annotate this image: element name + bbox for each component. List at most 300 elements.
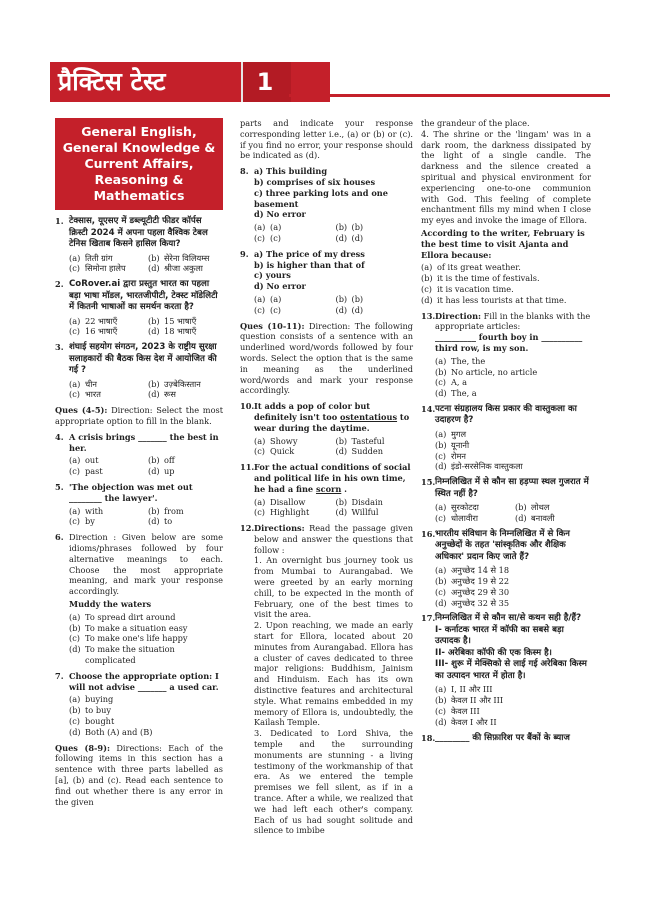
option-b[interactable] xyxy=(336,294,414,305)
question-number: 12. xyxy=(240,523,255,534)
option-c[interactable] xyxy=(435,451,591,462)
options xyxy=(69,506,223,528)
option-text: it has less tourists at that time. xyxy=(437,294,567,305)
question-number: 13. xyxy=(421,310,436,321)
option-b[interactable] xyxy=(435,695,591,706)
option-c[interactable] xyxy=(435,513,511,524)
option-a[interactable] xyxy=(435,429,591,440)
option-a[interactable] xyxy=(254,497,332,508)
option-text: To make a situation easy xyxy=(85,622,188,633)
option-label: (b) xyxy=(435,576,447,586)
option-label: (b) xyxy=(335,293,348,304)
option-label: (c) xyxy=(435,512,446,523)
option-label: (c) xyxy=(435,586,446,597)
option-label: (a) xyxy=(435,355,447,366)
sentence-part-a: a) The price of my dress xyxy=(254,248,365,259)
option-label: (b) xyxy=(335,496,348,507)
question-text-pre: It adds a pop of color but definitely isn't too xyxy=(254,401,371,422)
option-c[interactable] xyxy=(69,633,223,644)
option-text: it is the time of festivals. xyxy=(437,273,540,284)
option-d[interactable] xyxy=(148,263,223,274)
question-text: निम्नलिखित में से कौन सा/से कथन सही है/हैं? xyxy=(435,613,582,624)
option-text: Disdain xyxy=(351,496,383,507)
option-text: 22 भाषाएँ xyxy=(85,315,118,326)
option-text: (a) xyxy=(270,293,282,304)
options xyxy=(435,356,591,399)
sentence-part-c: c) three parking lots and one basement xyxy=(254,187,388,209)
option-c[interactable] xyxy=(69,326,144,337)
option-text: Quick xyxy=(270,446,295,457)
page-title: प्रैक्टिस टेस्ट xyxy=(58,67,166,96)
option-c[interactable] xyxy=(435,706,591,717)
option-text: to buy xyxy=(85,705,111,716)
passage-continued: the grandeur of the place. xyxy=(421,118,530,128)
option-b[interactable] xyxy=(69,623,223,634)
direction-text: Directions: Each of the following items in this section has a sentence with three parts labelled as [a], (b) and (c). Read each sentence to find out whether there is any error in the given xyxy=(55,742,223,807)
column-1 xyxy=(55,118,223,807)
statement-1: I- कर्नाटक भारत में कॉफी का सबसे बड़ा उत्पादक है। xyxy=(435,624,564,647)
option-text: चीन xyxy=(85,378,97,389)
option-text: श्रीजा अकुला xyxy=(164,263,203,274)
option-label: (c) xyxy=(435,377,446,388)
option-label: (d) xyxy=(421,294,433,305)
option-b[interactable] xyxy=(515,502,591,513)
options xyxy=(254,497,413,519)
question-7 xyxy=(55,671,223,738)
option-label: (c) xyxy=(254,446,265,457)
question-18 xyxy=(421,733,591,745)
option-c[interactable] xyxy=(435,587,591,598)
option-text: from xyxy=(164,505,184,516)
question-text: ________ की सिफ़ारिश पर बैंकों के ब्याज xyxy=(435,732,570,743)
option-a[interactable] xyxy=(69,253,144,264)
passage-paragraph-4: 4. The shrine or the 'lingam' was in a dark room, the darkness dissipated by the light of a single candle. The darkness and the silence created a spiritual and physical environment for experiencing one-to-one communion with God. This feeling of complete enchantment fills my mind when I close my eyes and invoke the image of Ellora. xyxy=(421,128,591,226)
question-17 xyxy=(421,613,591,727)
underlined-word: scorn xyxy=(315,483,342,494)
option-text: सुरकोटदा xyxy=(451,502,479,513)
option-label: (b) xyxy=(148,505,160,516)
question-12 xyxy=(240,523,413,836)
statement-2: II- अरेबिका कॉफी की एक किस्म है। xyxy=(435,647,552,658)
option-label: (d) xyxy=(435,597,447,608)
option-text: Willful xyxy=(351,507,379,518)
question-16 xyxy=(421,529,591,609)
option-label: (d) xyxy=(148,326,160,337)
option-text: (c) xyxy=(270,232,281,243)
option-text: बनावली xyxy=(531,512,555,523)
option-label: (a) xyxy=(435,565,447,576)
option-a[interactable] xyxy=(254,222,332,233)
question-1 xyxy=(55,216,223,274)
option-text: I, II और III xyxy=(451,684,493,695)
option-label: (c) xyxy=(254,507,265,518)
option-label: (b) xyxy=(515,502,527,513)
direction-text: Direction: The following question consists of a sentence with an underlined word/words followed by four words. Select the option that is the same in meaning as the underlined word/words and mark your response accordingly. xyxy=(240,320,413,396)
direction-continued: parts and indicate your response corresponding letter i.e., (a) or (b) or (c). if you find no error, your response should be indicated as (d). xyxy=(240,118,413,161)
options xyxy=(69,694,223,737)
option-d[interactable] xyxy=(148,466,223,477)
sentence-part-d: d) No error xyxy=(254,209,306,220)
option-text: रोमन xyxy=(451,450,466,461)
question-text: Direction : Given below are some idioms/phrases followed by four alternative meanings to each. Choose the most appropriate meaning, and mark your response accordingly. xyxy=(69,532,223,597)
option-a[interactable] xyxy=(69,694,223,705)
option-d[interactable] xyxy=(421,295,591,306)
sentence-part-d: d) No error xyxy=(254,281,306,292)
option-b[interactable] xyxy=(435,367,591,378)
option-text: of its great weather. xyxy=(437,262,521,273)
option-c[interactable] xyxy=(254,446,332,457)
option-d[interactable] xyxy=(69,727,223,738)
option-text: off xyxy=(164,455,175,466)
option-c[interactable] xyxy=(69,263,144,274)
sentence-part-b: b) is higher than that of xyxy=(254,259,365,270)
option-text: Disallow xyxy=(270,496,306,507)
option-c[interactable] xyxy=(435,377,591,388)
question-text: शंघाई सहयोग संगठन, 2023 के राष्ट्रीय सुरक्षा सलाहकारों की बैठक किस देश में आयोजित की गई ? xyxy=(69,342,217,376)
question-8 xyxy=(240,166,413,244)
question-text: टेक्सास, यूएसए में डब्ल्यूटीटी फीडर कॉर्पस क्रिस्टी 2024 में अपना पहला वैश्विक टेबल टेनिस खिताब किसने हासिल किया? xyxy=(69,216,208,249)
option-c[interactable] xyxy=(69,466,144,477)
option-text: केवल III xyxy=(451,705,480,716)
option-label: (b) xyxy=(421,273,433,284)
question-number: 5. xyxy=(55,482,64,493)
option-b[interactable] xyxy=(435,440,591,451)
option-b[interactable] xyxy=(148,316,223,327)
question-text: A crisis brings _______ the best in her. xyxy=(69,431,219,453)
options xyxy=(435,502,591,524)
option-b[interactable] xyxy=(148,506,223,517)
option-label: (c) xyxy=(435,705,446,716)
option-text: The, a xyxy=(451,388,477,399)
option-text: रूस xyxy=(164,389,176,400)
sentence-part-a: a) This building xyxy=(254,166,328,177)
option-text: Highlight xyxy=(270,507,310,518)
option-label: (d) xyxy=(335,507,348,518)
option-d[interactable] xyxy=(148,516,223,527)
option-a[interactable] xyxy=(421,262,591,273)
question-number: 15. xyxy=(421,477,436,488)
option-label: (c) xyxy=(69,516,80,527)
option-label: (d) xyxy=(148,516,160,527)
question-number: 6. xyxy=(55,532,64,543)
option-d[interactable] xyxy=(336,446,414,457)
option-label: (d) xyxy=(435,388,447,399)
option-label: (a) xyxy=(69,455,81,466)
option-a[interactable] xyxy=(254,294,332,305)
option-text: To spread dirt around xyxy=(85,611,176,622)
option-b[interactable] xyxy=(421,273,591,284)
question-5 xyxy=(55,482,223,527)
option-text: केवल II और III xyxy=(451,695,504,706)
option-c[interactable] xyxy=(69,389,144,400)
option-text: अनुच्छेद 19 से 22 xyxy=(451,576,510,586)
option-text: केवल I और II xyxy=(451,716,497,727)
direction-4-5 xyxy=(55,405,223,427)
option-text: by xyxy=(85,516,95,527)
option-text: to xyxy=(164,516,173,527)
option-text: up xyxy=(164,466,175,477)
options xyxy=(254,436,413,458)
option-text: उज़्बेकिस्तान xyxy=(164,378,201,389)
passage-paragraph-3: 3. Dedicated to Lord Shiva, the temple and the surrounding monuments are stunning - a living testimony of the workmanship of that era. As we entered the temple premises we fell silent, as if in a trance. After a while, we realized that we had left each other's company. Each of us had sought solitude and silence to imbibe xyxy=(254,728,413,836)
option-text: out xyxy=(85,455,99,466)
option-label: (a) xyxy=(254,222,266,233)
option-text: तिती ग्रांग xyxy=(85,252,113,263)
option-label: (c) xyxy=(69,263,80,274)
option-label: (b) xyxy=(148,378,160,389)
option-label: (d) xyxy=(148,263,160,274)
option-a[interactable] xyxy=(69,506,144,517)
option-text: लोथल xyxy=(531,502,550,513)
option-label: (b) xyxy=(148,252,160,263)
option-a[interactable] xyxy=(69,612,223,623)
column-3 xyxy=(421,118,591,744)
question-14 xyxy=(421,404,591,472)
statement-3: III- शुरू में मेक्सिको से लाई गई अरेबिका किस्म का उत्पादन भारत में होता है। xyxy=(435,659,587,681)
options xyxy=(69,455,223,477)
question-text-pre: For the actual conditions of social and political life in his own time, he had a fine xyxy=(254,462,411,494)
options xyxy=(421,262,591,305)
header-rule xyxy=(289,94,610,97)
question-3 xyxy=(55,342,223,400)
option-label: (a) xyxy=(435,502,447,513)
question-number: 18. xyxy=(421,732,436,743)
direction-8-9 xyxy=(55,743,223,808)
option-label: (b) xyxy=(435,695,447,706)
idiom: Muddy the waters xyxy=(69,599,152,610)
option-text: अनुच्छेद 29 से 30 xyxy=(451,586,510,597)
option-text: No article, no article xyxy=(451,366,538,377)
question-4 xyxy=(55,432,223,477)
option-text: (d) xyxy=(351,232,364,243)
option-text: with xyxy=(85,505,104,516)
option-label: (d) xyxy=(69,644,81,655)
question-text: 'The objection was met out ________ the lawyer'. xyxy=(69,482,193,503)
option-a[interactable] xyxy=(69,455,144,466)
passage-question: According to the writer, February is the best time to visit Ajanta and Ellora because: xyxy=(421,227,585,260)
option-a[interactable] xyxy=(254,436,332,447)
option-label: (c) xyxy=(69,716,80,726)
option-b[interactable] xyxy=(69,705,223,716)
option-label: (a) xyxy=(69,252,81,263)
option-c[interactable] xyxy=(69,716,223,727)
question-number: 10. xyxy=(240,401,255,412)
option-d[interactable] xyxy=(148,389,223,400)
question-text-post: . xyxy=(341,483,347,494)
sentence-part-c: c) yours xyxy=(254,270,291,281)
question-number: 16. xyxy=(421,528,436,539)
option-label: (a) xyxy=(435,684,447,695)
question-direction xyxy=(435,311,591,333)
option-b[interactable] xyxy=(148,253,223,264)
option-d[interactable] xyxy=(336,305,414,316)
option-label: (a) xyxy=(69,315,81,326)
question-text xyxy=(254,401,413,433)
option-label: (b) xyxy=(435,366,447,377)
option-a[interactable] xyxy=(435,684,591,695)
options xyxy=(69,379,223,401)
option-label: (a) xyxy=(254,293,266,304)
option-text: bought xyxy=(85,716,115,726)
option-d[interactable] xyxy=(69,644,223,666)
option-text: Both (A) and (B) xyxy=(85,726,153,737)
option-text: सिमोना हालेप xyxy=(85,263,126,274)
option-text: 16 भाषाएँ xyxy=(85,326,118,337)
option-label: (c) xyxy=(69,326,80,337)
option-b[interactable] xyxy=(336,436,414,447)
question-text: __________ fourth boy in __________ third row, is my son. xyxy=(435,332,583,353)
option-label: (a) xyxy=(254,435,266,446)
question-text: Choose the appropriate option: I will not advise _______ a used car. xyxy=(69,670,219,692)
option-text: (c) xyxy=(270,304,281,315)
option-text: अनुच्छेद 32 से 35 xyxy=(451,597,510,608)
question-2 xyxy=(55,279,223,337)
option-text: 18 भाषाएँ xyxy=(164,326,197,337)
option-text: The, the xyxy=(451,355,486,366)
option-label: (d) xyxy=(335,304,348,315)
option-label: (c) xyxy=(254,304,265,315)
question-text xyxy=(254,462,413,494)
column-2 xyxy=(240,118,413,836)
question-number: 17. xyxy=(421,613,436,624)
question-number: 11. xyxy=(240,462,255,473)
question-11 xyxy=(240,462,413,518)
option-d[interactable] xyxy=(148,326,223,337)
option-c[interactable] xyxy=(69,516,144,527)
option-label: (b) xyxy=(148,455,160,466)
direction-lead: Directions: xyxy=(254,523,305,534)
option-label: (b) xyxy=(69,622,81,633)
option-label: (a) xyxy=(69,378,81,389)
option-b[interactable] xyxy=(148,455,223,466)
option-text: इंडो-सरसेनिक वास्तुकला xyxy=(451,461,523,472)
direction-lead: Ques (4-5): xyxy=(55,405,108,416)
option-label: (a) xyxy=(435,428,447,439)
question-6 xyxy=(55,532,223,666)
option-label: (a) xyxy=(254,496,266,507)
question-number: 2. xyxy=(55,279,64,290)
option-text: (a) xyxy=(270,222,282,233)
option-label: (c) xyxy=(254,232,265,243)
question-number: 4. xyxy=(55,431,64,442)
option-d[interactable] xyxy=(336,233,414,244)
option-c[interactable] xyxy=(254,233,332,244)
option-a[interactable] xyxy=(435,356,591,367)
question-text: भारतीय संविधान के निम्नलिखित में से किन अनुच्छेदों के तहत 'सांस्कृतिक और शैक्षिक अधिकार' प्रदान किए जाते हैं? xyxy=(435,528,570,562)
option-text: (d) xyxy=(351,304,364,315)
direction-text: Direction: Select the most appropriate option to fill in the blank. xyxy=(55,405,223,427)
option-label: (a) xyxy=(69,505,81,516)
option-b[interactable] xyxy=(336,497,414,508)
options xyxy=(254,222,413,244)
option-a[interactable] xyxy=(69,316,144,327)
option-text: (b) xyxy=(351,293,364,304)
option-c[interactable] xyxy=(254,305,332,316)
option-label: (d) xyxy=(335,232,348,243)
option-c[interactable] xyxy=(254,507,332,518)
option-a[interactable] xyxy=(435,502,511,513)
question-number: 7. xyxy=(55,670,64,681)
question-13 xyxy=(421,311,591,399)
option-text: Showy xyxy=(270,435,298,446)
option-label: (b) xyxy=(435,439,447,450)
question-text: CoRover.ai द्वारा प्रस्तुत भारत का पहला बड़ा भाषा मॉडल, भारतजीपीटी, टेक्स्ट मॉडेलिटी में कितनी भाषाओं का समर्थन करता है? xyxy=(69,279,218,313)
options xyxy=(69,253,223,275)
option-b[interactable] xyxy=(336,222,414,233)
option-d[interactable] xyxy=(336,507,414,518)
option-b[interactable] xyxy=(148,379,223,390)
option-c[interactable] xyxy=(421,284,591,295)
subject-heading: General English, General Knowledge & Current Affairs, Reasoning & Mathematics xyxy=(55,118,223,210)
option-label: (d) xyxy=(148,466,160,477)
option-label: (a) xyxy=(421,262,433,273)
sentence-part-b: b) comprises of six houses xyxy=(254,176,376,187)
question-10 xyxy=(240,401,413,457)
option-d[interactable] xyxy=(435,598,591,609)
option-a[interactable] xyxy=(69,379,144,390)
question-number: 14. xyxy=(421,403,436,414)
direction-lead: Ques (8-9): xyxy=(55,742,111,753)
option-d[interactable] xyxy=(515,513,591,524)
option-text: अनुच्छेद 14 से 18 xyxy=(451,565,510,576)
option-text: it is vacation time. xyxy=(437,283,514,294)
option-text: To make the situation complicated xyxy=(85,644,175,666)
option-label: (c) xyxy=(69,389,80,400)
option-text: धोलावीरा xyxy=(451,512,478,523)
option-text: यूनानी xyxy=(451,439,470,450)
option-label: (b) xyxy=(335,222,348,233)
option-text: 15 भाषाएँ xyxy=(164,315,197,326)
option-text: भारत xyxy=(85,389,101,400)
option-label: (a) xyxy=(69,611,81,622)
option-label: (b) xyxy=(69,705,81,716)
option-label: (c) xyxy=(69,466,80,477)
direction-lead: Direction: xyxy=(435,310,482,321)
question-text-post: to wear during the daytime. xyxy=(254,411,410,433)
option-text: सेरेना विलियम्स xyxy=(164,252,210,263)
option-text: A, a xyxy=(451,377,467,388)
option-label: (b) xyxy=(148,315,160,326)
question-number: 8. xyxy=(240,166,249,177)
option-text: To make one's life happy xyxy=(85,633,188,644)
options xyxy=(69,316,223,338)
option-label: (d) xyxy=(148,389,160,400)
option-text: (b) xyxy=(351,222,364,233)
option-label: (d) xyxy=(435,716,447,727)
question-9 xyxy=(240,249,413,316)
option-b[interactable] xyxy=(435,576,591,587)
option-text: buying xyxy=(85,694,114,705)
option-label: (d) xyxy=(515,512,527,523)
direction-text: Read the passage given below and answer the questions that follow : xyxy=(254,523,413,555)
option-d[interactable] xyxy=(435,388,591,399)
question-number: 1. xyxy=(55,216,64,226)
underlined-word: ostentatious xyxy=(340,411,398,422)
options xyxy=(435,565,591,608)
question-number: 3. xyxy=(55,342,64,353)
option-label: (c) xyxy=(435,450,446,461)
question-text: पटना संग्रहालय किस प्रकार की वास्तुकला का उदाहरण है? xyxy=(435,403,577,426)
option-a[interactable] xyxy=(435,565,591,576)
option-label: (c) xyxy=(69,633,80,644)
options xyxy=(435,429,591,472)
option-d[interactable] xyxy=(435,461,591,472)
options xyxy=(69,612,223,666)
passage-paragraph-2: 2. Upon reaching, we made an early start for Ellora, located about 20 minutes from Aurangabad. Ellora has a cluster of caves dedicated to three major religions: Buddhism, Jainism and Hinduism. Each has its own distinctive features and architectural style. What remains embedded in my memory of Ellora is, undoubtedly, the Kailash Temple. xyxy=(254,620,413,728)
option-d[interactable] xyxy=(435,717,591,728)
options xyxy=(254,294,413,316)
question-number: 9. xyxy=(240,248,249,259)
